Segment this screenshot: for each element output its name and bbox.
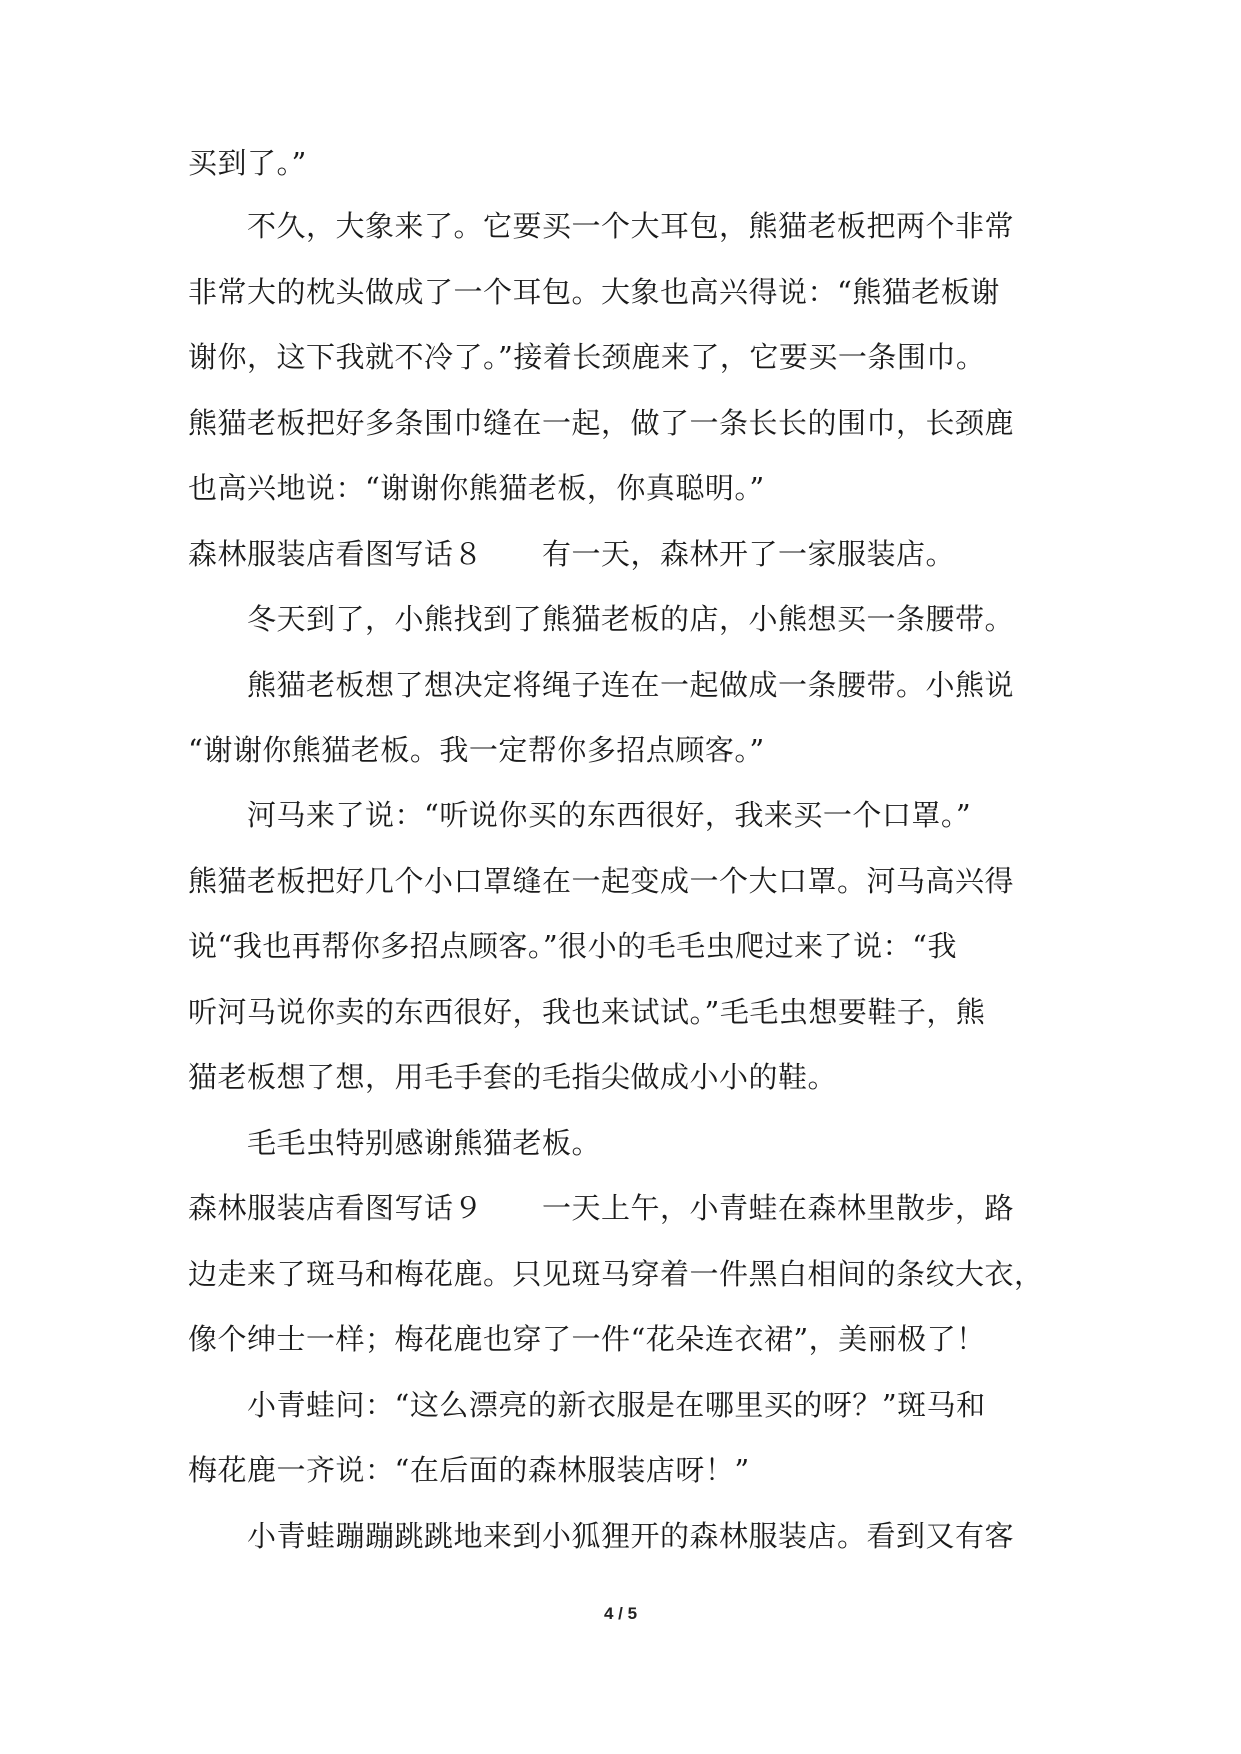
- text-line: 熊猫老板想了想决定将绳子连在一起做成一条腰带。小熊说: [188, 668, 1015, 702]
- section-heading-line: 森林服装店看图写话８ 有一天，森林开了一家服装店。: [188, 537, 956, 571]
- text-line: 猫老板想了想，用毛手套的毛指尖做成小小的鞋。: [188, 1060, 838, 1094]
- page-number: 4 / 5: [603, 1604, 638, 1623]
- text-line: 梅花鹿一齐说：“在后面的森林服装店呀！”: [188, 1453, 750, 1487]
- text-line: 冬天到了，小熊找到了熊猫老板的店，小熊想买一条腰带。: [188, 602, 1015, 636]
- text-line: 说“我也再帮你多招点顾客。”很小的毛毛虫爬过来了说：“我: [188, 929, 957, 963]
- text-line: 谢你，这下我就不冷了。”接着长颈鹿来了，它要买一条围巾。: [188, 340, 986, 374]
- text-line: 熊猫老板把好几个小口罩缝在一起变成一个大口罩。河马高兴得: [188, 864, 1015, 898]
- text-line: “谢谢你熊猫老板。我一定帮你多招点顾客。”: [188, 733, 765, 767]
- text-line: 小青蛙问：“这么漂亮的新衣服是在哪里买的呀？”斑马和: [188, 1388, 986, 1422]
- text-line: 听河马说你卖的东西很好，我也来试试。”毛毛虫想要鞋子，熊: [188, 995, 986, 1029]
- text-line: 也高兴地说：“谢谢你熊猫老板，你真聪明。”: [188, 471, 765, 505]
- section-heading-line: 森林服装店看图写话９ 一天上午，小青蛙在森林里散步，路: [188, 1191, 1015, 1225]
- text-line: 熊猫老板把好多条围巾缝在一起，做了一条长长的围巾，长颈鹿: [188, 406, 1015, 440]
- text-line: 买到了。”: [188, 146, 307, 180]
- text-line: 小青蛙蹦蹦跳跳地来到小狐狸开的森林服装店。看到又有客: [188, 1519, 1015, 1553]
- text-line: 河马来了说：“听说你买的东西很好，我来买一个口罩。”: [188, 798, 972, 832]
- text-line: 边走来了斑马和梅花鹿。只见斑马穿着一件黑白相间的条纹大衣，: [188, 1257, 1044, 1291]
- text-line: 非常大的枕头做成了一个耳包。大象也高兴得说：“熊猫老板谢: [188, 275, 1000, 309]
- text-line: 不久，大象来了。它要买一个大耳包，熊猫老板把两个非常: [188, 209, 1015, 243]
- text-line: 毛毛虫特别感谢熊猫老板。: [188, 1126, 602, 1160]
- text-line: 像个绅士一样；梅花鹿也穿了一件“花朵连衣裙”，美丽极了！: [188, 1322, 986, 1356]
